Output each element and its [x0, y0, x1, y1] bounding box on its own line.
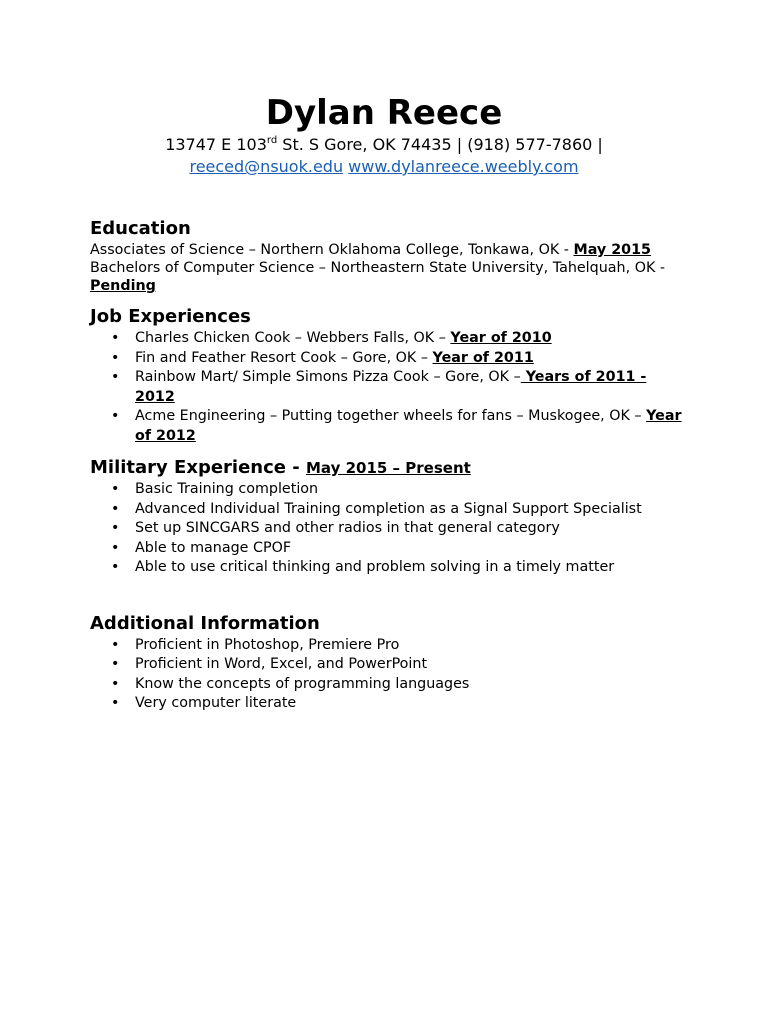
- job-date: Year of 2010: [450, 330, 552, 346]
- list-item: • Advanced Individual Training completion as a Signal Support Specialist: [90, 500, 690, 520]
- list-item: [90, 407, 690, 446]
- job-date: Year of 2012: [135, 408, 682, 444]
- list-item: • Proficient in Word, Excel, and PowerPoint: [90, 655, 690, 675]
- list-item: • Able to use critical thinking and problem solving in a timely matter: [90, 558, 690, 578]
- job-text: Fin and Feather Resort Cook – Gore, OK –: [135, 349, 433, 366]
- education-heading: Education: [90, 218, 191, 239]
- job-date: Years of 2011 - 2012: [135, 369, 647, 405]
- education-section: [90, 217, 690, 295]
- military-list: [90, 480, 690, 578]
- contact-line: [0, 134, 768, 156]
- links-line: [0, 156, 768, 178]
- spacer: [90, 578, 690, 612]
- list-item: • Able to manage CPOF: [90, 539, 690, 559]
- website-link[interactable]: www.dylanreece.weebly.com: [348, 157, 579, 176]
- candidate-name: Dylan Reece: [265, 93, 503, 133]
- list-item: • Proficient in Photoshop, Premiere Pro: [90, 636, 690, 656]
- email-link[interactable]: reeced@nsuok.edu: [189, 157, 344, 176]
- spacer: [90, 446, 690, 456]
- education-entry: [90, 259, 690, 295]
- military-heading: [90, 456, 690, 480]
- job-date: Year of 2011: [432, 349, 534, 366]
- jobs-list: [90, 329, 690, 446]
- list-item: • Very computer literate: [90, 694, 690, 714]
- list-item: [90, 368, 690, 407]
- additional-section: [90, 612, 690, 714]
- education-entry: [90, 241, 690, 259]
- address-superscript: rd: [266, 135, 278, 146]
- job-text: Acme Engineering – Putting together wheels for fans – Muskogee, OK –: [135, 408, 647, 424]
- list-item: [90, 349, 690, 369]
- address-part-1: 13747 E 103: [165, 135, 267, 154]
- education-entry-date: May 2015: [573, 242, 651, 258]
- additional-heading: Additional Information: [90, 612, 320, 634]
- military-date: May 2015 – Present: [306, 459, 471, 477]
- additional-list: [90, 636, 690, 714]
- jobs-heading: Job Experiences: [90, 306, 251, 327]
- military-heading-text: Military Experience -: [90, 457, 306, 478]
- list-item: • Know the concepts of programming languages: [90, 675, 690, 695]
- military-section: [90, 456, 690, 578]
- education-entry-text: Bachelors of Computer Science – Northeastern State University, Tahelquah, OK -: [90, 260, 666, 276]
- list-item: • Basic Training completion: [90, 480, 690, 500]
- spacer: [90, 295, 690, 305]
- education-entry-text: Associates of Science – Northern Oklahoma College, Tonkawa, OK -: [90, 242, 574, 258]
- list-item: [90, 329, 690, 349]
- resume-header: [0, 92, 768, 178]
- education-entry-date: Pending: [90, 278, 156, 294]
- list-item: • Set up SINCGARS and other radios in that general category: [90, 519, 690, 539]
- address-part-2: St. S Gore, OK 74435 | (918) 577-7860 |: [277, 135, 603, 154]
- job-text: Charles Chicken Cook – Webbers Falls, OK –: [135, 330, 451, 346]
- jobs-section: [90, 305, 690, 446]
- job-text: Rainbow Mart/ Simple Simons Pizza Cook – Gore, OK –: [135, 369, 521, 385]
- resume-body: [90, 217, 690, 714]
